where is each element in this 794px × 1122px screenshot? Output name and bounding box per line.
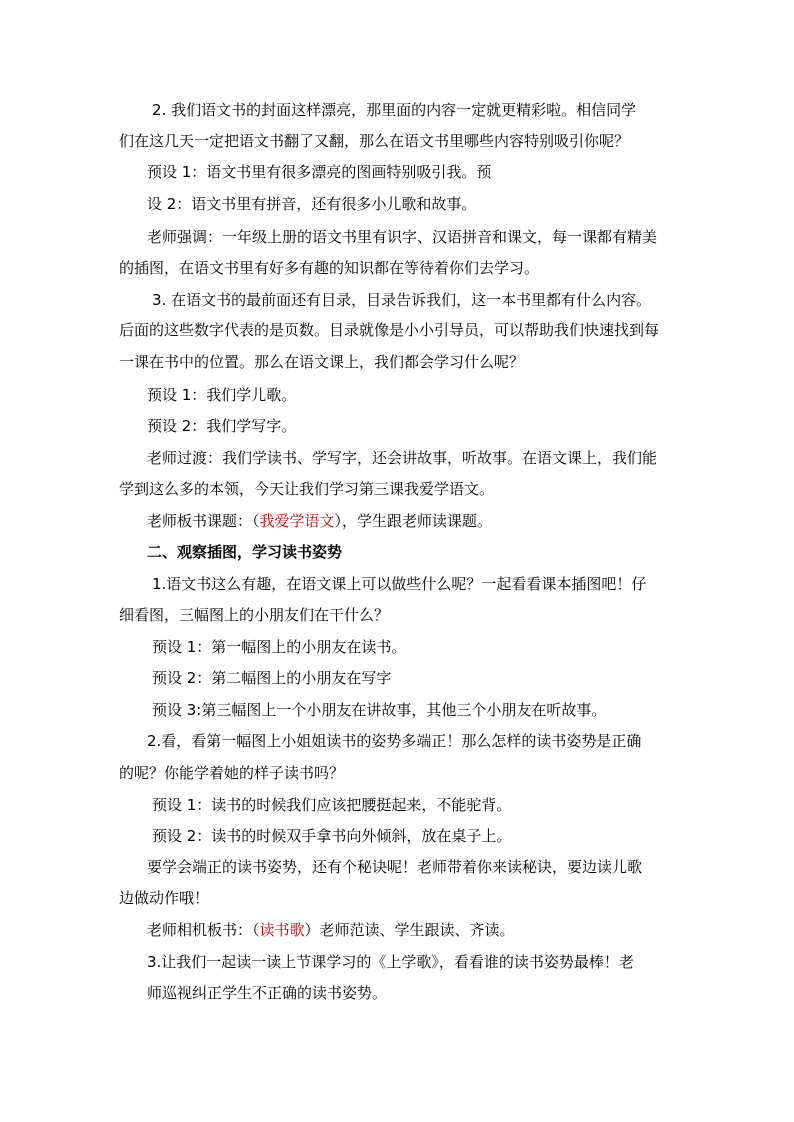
paragraph-line: 要学会端正的读书姿势，还有个秘诀呢！老师带着你来读秘诀，要边读儿歌	[147, 858, 643, 876]
paragraph-line	[147, 511, 492, 531]
paragraph-line: 们在这几天一定把语文书翻了又翻，那么在语文书里哪些内容特别吸引你呢？	[119, 132, 630, 150]
section-heading: 二、观察插图，学习读书姿势	[147, 543, 343, 561]
paragraph-line: 老师过渡：我们学读书、学写字，还会讲故事，听故事。在语文课上，我们能	[147, 449, 658, 467]
paragraph-line: 细看图，三幅图上的小朋友们在干什么？	[119, 606, 390, 624]
paragraph-line: 预设 3:第三幅图上一个小朋友在讲故事，其他三个小朋友在听故事。	[152, 701, 607, 719]
paragraph-line: 2. 我们语文书的封面这样漂亮，那里面的内容一定就更精彩啦。相信同学	[152, 101, 637, 119]
board-title-highlight: 我爱学语文	[259, 512, 335, 530]
paragraph-line: 师巡视纠正学生不正确的读书姿势。	[147, 984, 388, 1002]
paragraph-line: 3. 在语文书的最前面还有目录，目录告诉我们，这一本书里都有什么内容。	[152, 291, 652, 309]
paragraph-line: 预设 1：第一幅图上的小朋友在读书。	[152, 638, 407, 656]
board-title-suffix: ），学生跟老师读课题。	[334, 512, 493, 530]
paragraph-line: 的呢？你能学着她的样子读书吗？	[119, 764, 345, 782]
paragraph-line: 的插图，在语文书里有好多有趣的知识都在等待着你们去学习。	[119, 259, 540, 277]
paragraph-line: 后面的这些数字代表的是页数。目录就像是小小引导员，可以帮助我们快速找到每	[119, 321, 660, 339]
paragraph-line: 老师强调：一年级上册的语文书里有识字、汉语拼音和课文，每一课都有精美	[147, 228, 658, 246]
paragraph-line: 设 2：语文书里有拼音，还有很多小儿歌和故事。	[147, 195, 477, 213]
paragraph-line: 预设 2：第二幅图上的小朋友在写字	[152, 669, 392, 687]
paragraph-line	[147, 920, 515, 940]
board-note-prefix: 老师相机板书：（	[147, 921, 260, 939]
board-title-prefix: 老师板书课题：（	[147, 512, 260, 530]
paragraph-line: 预设 2：读书的时候双手拿书向外倾斜，放在桌子上。	[152, 827, 512, 845]
paragraph-line: 2.看，看第一幅图上小姐姐读书的姿势多端正！那么怎样的读书姿势是正确	[147, 732, 642, 750]
paragraph-line: 1.语文书这么有趣，在语文课上可以做些什么呢？一起看看课本插图吧！仔	[152, 575, 647, 593]
paragraph-line: 边做动作哦！	[119, 889, 210, 907]
paragraph-line: 3.让我们一起读一读上节课学习的《上学歌》，看看谁的读书姿势最棒！老	[147, 953, 634, 971]
board-note-highlight: 读书歌	[259, 921, 305, 939]
paragraph-line: 预设 1：我们学儿歌。	[147, 386, 297, 404]
paragraph-line: 学到这么多的本领，今天让我们学习第三课我爱学语文。	[119, 480, 495, 498]
paragraph-line: 预设 1：语文书里有很多漂亮的图画特别吸引我。预	[147, 163, 492, 181]
board-note-suffix: ）老师范读、学生跟读、齐读。	[304, 921, 515, 939]
paragraph-line: 一课在书中的位置。那么在语文课上，我们都会学习什么呢？	[119, 353, 525, 371]
paragraph-line: 预设 2：我们学写字。	[147, 417, 297, 435]
paragraph-line: 预设 1：读书的时候我们应该把腰挺起来，不能驼背。	[152, 796, 512, 814]
